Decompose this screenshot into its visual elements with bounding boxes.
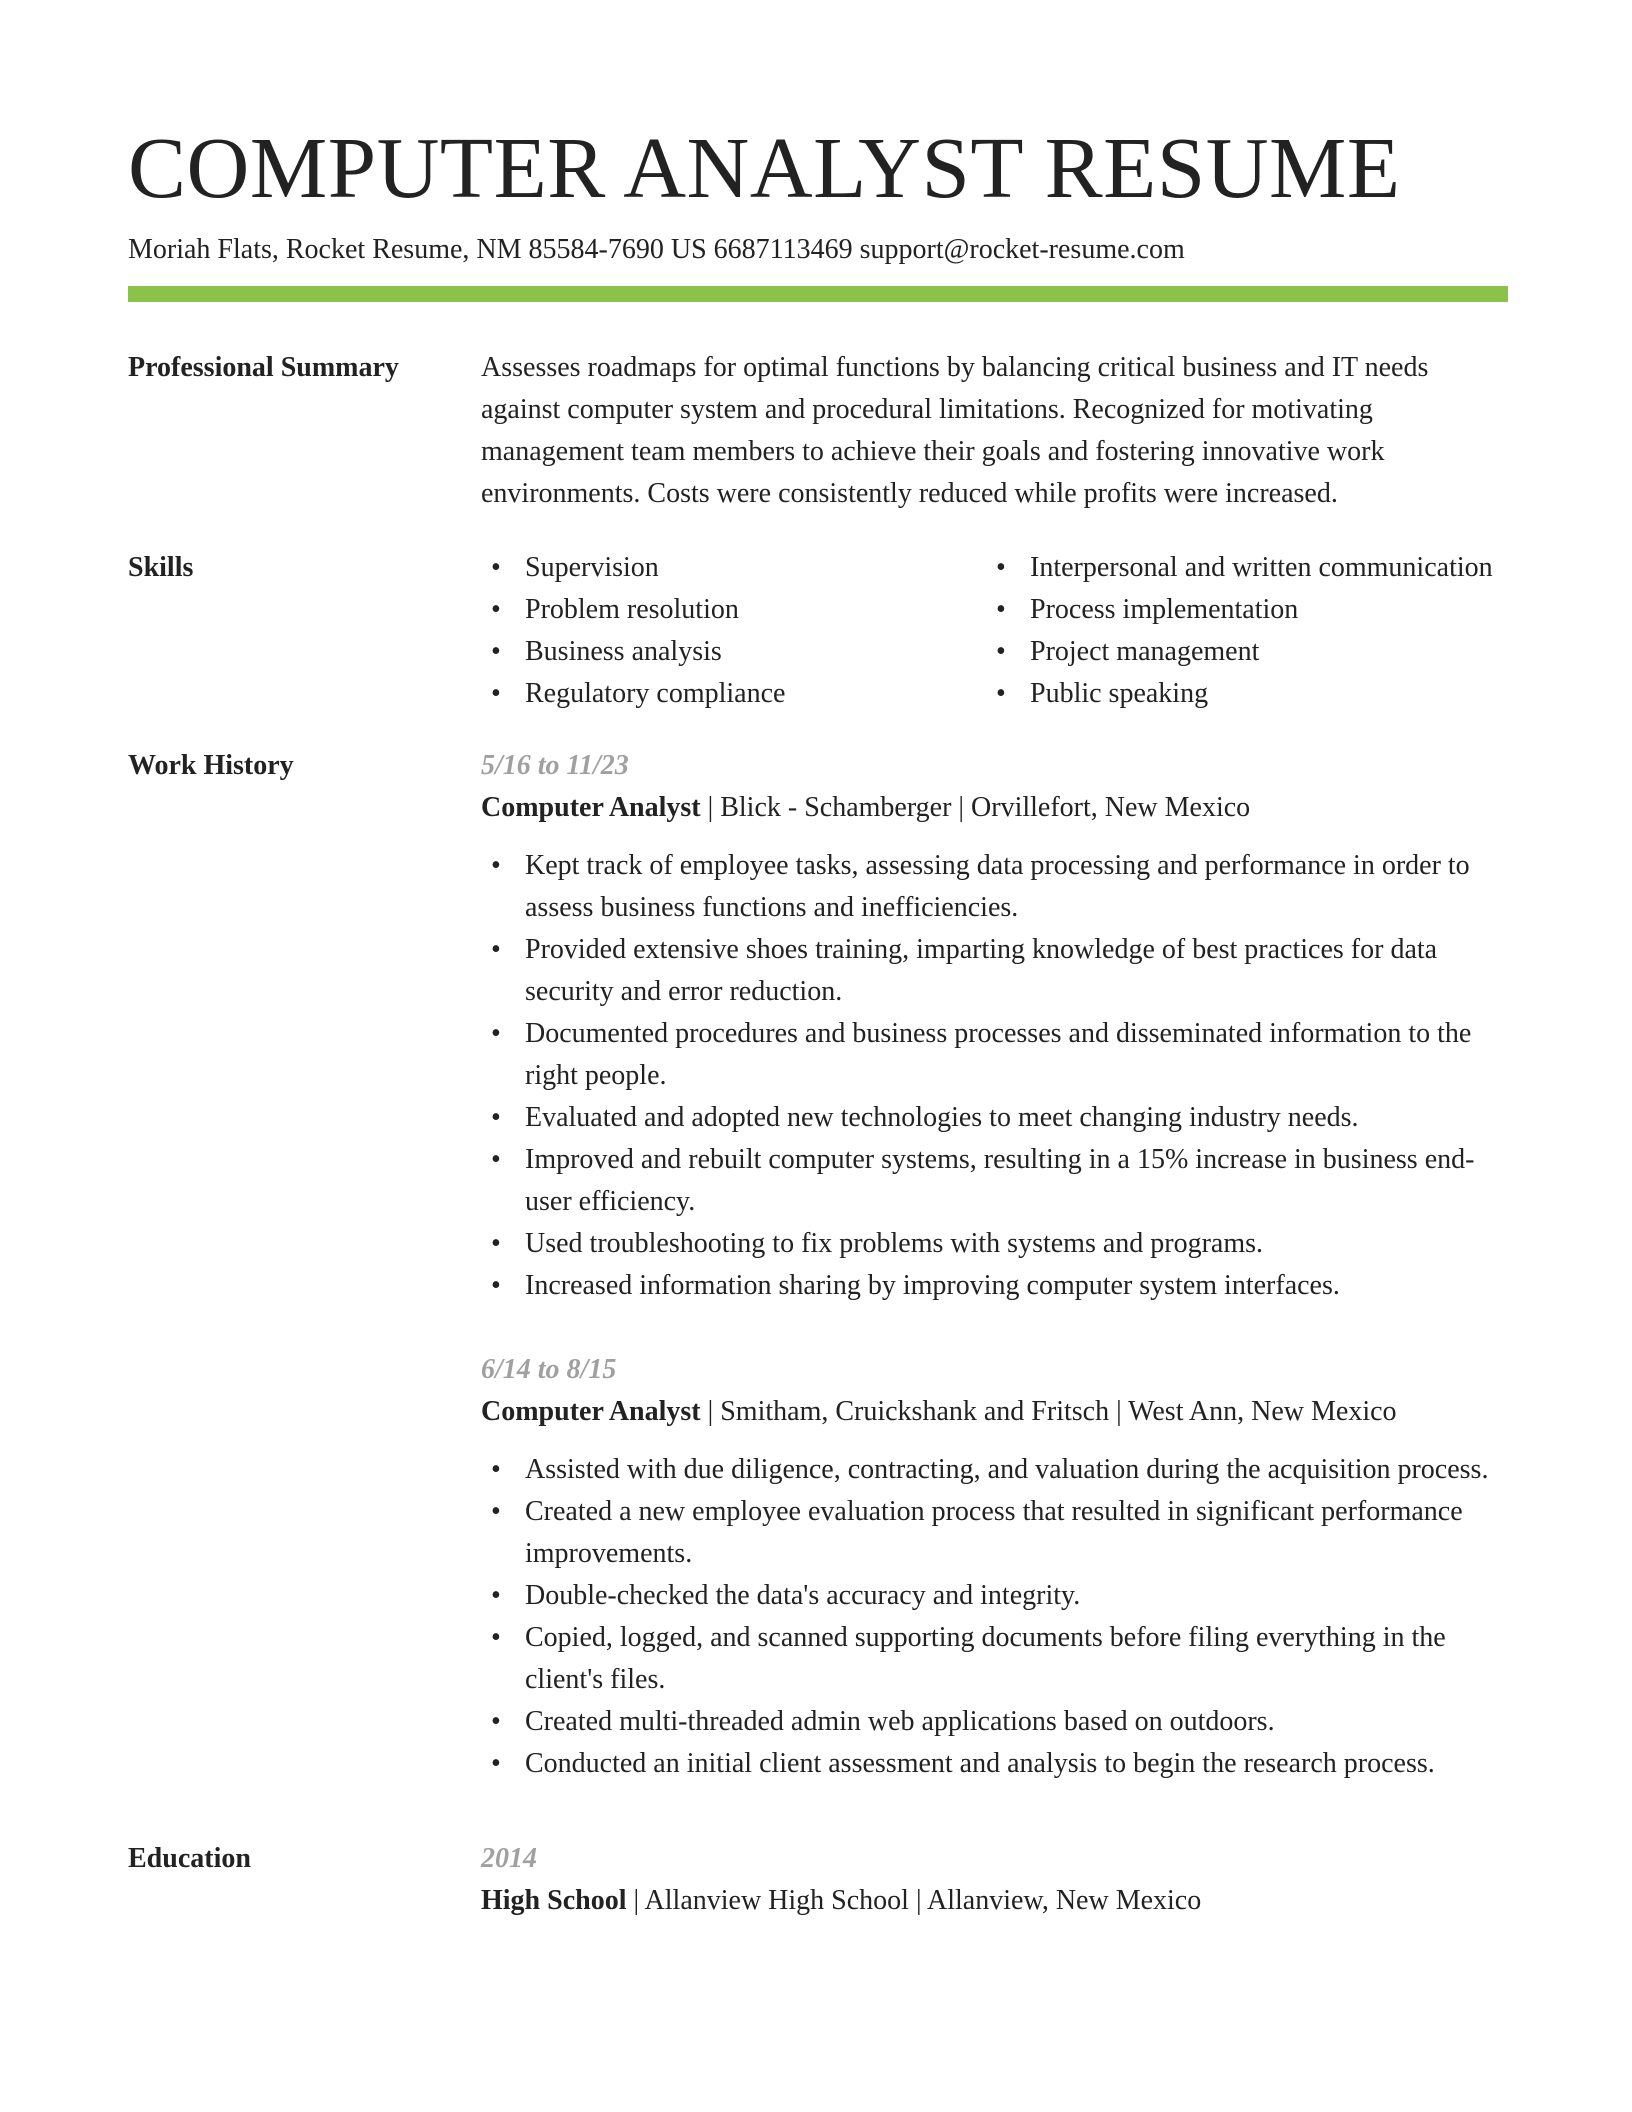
job-details: | Blick - Schamberger | Orvillefort, New Mexico xyxy=(700,792,1251,823)
job-bullet: • Conducted an initial client assessment and analysis to begin the research process. xyxy=(481,1743,1508,1785)
summary-heading: Professional Summary xyxy=(128,352,399,383)
work-heading: Work History xyxy=(128,750,294,781)
job-entry xyxy=(481,745,1508,1307)
skill-item: • Project management xyxy=(986,631,1508,673)
job-entry xyxy=(481,1349,1508,1785)
job-bullet: • Used troubleshooting to fix problems with systems and programs. xyxy=(481,1223,1508,1265)
job-dates: 6/14 to 8/15 xyxy=(481,1354,617,1385)
job-title: Computer Analyst xyxy=(481,792,701,823)
job-bullet: • Increased information sharing by improving computer system interfaces. xyxy=(481,1265,1508,1307)
accent-divider xyxy=(128,286,1508,302)
skills-list-right xyxy=(986,547,1508,715)
job-bullet: • Created multi-threaded admin web applications based on outdoors. xyxy=(481,1701,1508,1743)
job-details: | Smitham, Cruickshank and Fritsch | West Ann, New Mexico xyxy=(700,1396,1397,1427)
job-dates: 5/16 to 11/23 xyxy=(481,750,629,781)
job-bullet: • Double-checked the data's accuracy and integrity. xyxy=(481,1575,1508,1617)
education-degree: High School xyxy=(481,1885,627,1916)
education-heading: Education xyxy=(128,1843,251,1874)
job-title: Computer Analyst xyxy=(481,1396,701,1427)
education-details: | Allanview High School | Allanview, New Mexico xyxy=(626,1885,1202,1916)
job-bullet: • Created a new employee evaluation process that resulted in significant performance improvements. xyxy=(481,1491,1508,1575)
job-bullets xyxy=(481,845,1508,1307)
skills-content xyxy=(481,547,1508,715)
education-line xyxy=(481,1880,1508,1922)
job-bullet: • Evaluated and adopted new technologies to meet changing industry needs. xyxy=(481,1097,1508,1139)
skill-item: • Supervision xyxy=(481,547,986,589)
skills-heading: Skills xyxy=(128,552,194,583)
job-bullet: • Improved and rebuilt computer systems, resulting in a 15% increase in business end-user efficiency. xyxy=(481,1139,1508,1223)
education-year: 2014 xyxy=(481,1843,537,1874)
skill-item: • Regulatory compliance xyxy=(481,673,986,715)
skill-item: • Public speaking xyxy=(986,673,1508,715)
job-bullet: • Copied, logged, and scanned supporting documents before filing everything in the client's files. xyxy=(481,1617,1508,1701)
job-bullet: • Assisted with due diligence, contracting, and valuation during the acquisition process. xyxy=(481,1449,1508,1491)
job-title-line xyxy=(481,1391,1508,1433)
skills-list-left xyxy=(481,547,986,715)
skill-item: • Problem resolution xyxy=(481,589,986,631)
contact-line: Moriah Flats, Rocket Resume, NM 85584-7690 US 6687113469 support@rocket-resume.com xyxy=(128,234,1185,265)
job-bullet: • Kept track of employee tasks, assessing data processing and performance in order to assess business functions and inefficiencies. xyxy=(481,845,1508,929)
education-content xyxy=(481,1838,1508,1922)
work-content xyxy=(481,745,1508,1785)
summary-content xyxy=(481,347,1508,515)
job-bullet: • Documented procedures and business processes and disseminated information to the right people. xyxy=(481,1013,1508,1097)
summary-text: Assesses roadmaps for optimal functions by balancing critical business and IT needs against computer system and procedural limitations. Recognized for motivating management team members to achieve their goals and fostering innovative work environments. Costs were consistently reduced while profits were increased. xyxy=(481,352,1429,509)
skill-item: • Interpersonal and written communication xyxy=(986,547,1508,589)
job-bullets xyxy=(481,1449,1508,1785)
skills-grid xyxy=(481,547,1508,715)
job-bullet: • Provided extensive shoes training, imparting knowledge of best practices for data security and error reduction. xyxy=(481,929,1508,1013)
page-title: COMPUTER ANALYST RESUME xyxy=(128,119,1401,216)
skill-item: • Business analysis xyxy=(481,631,986,673)
skill-item: • Process implementation xyxy=(986,589,1508,631)
job-title-line xyxy=(481,787,1508,829)
